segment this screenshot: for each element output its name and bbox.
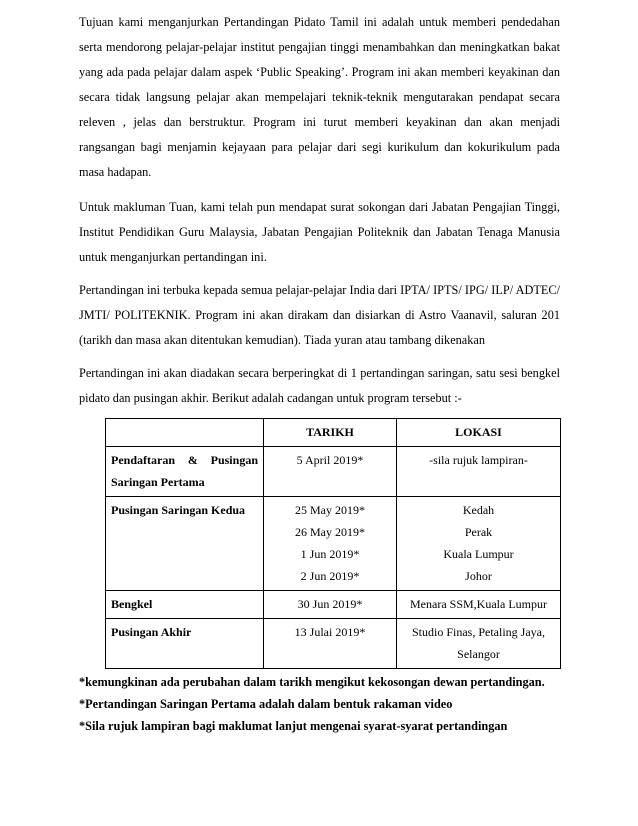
- paragraph-program-structure: Pertandingan ini akan diadakan secara berperingkat di 1 pertandingan saringan, satu sesi bengkel pidato dan pusingan akhir. Berikut adalah cadangan untuk program tersebut :-: [79, 366, 560, 405]
- table-header-row: [106, 419, 561, 447]
- schedule-table: [105, 418, 561, 669]
- location-value: Perak: [464, 525, 493, 539]
- table-row: [106, 619, 561, 669]
- date-value: 25 May 2019*: [295, 503, 365, 517]
- row-label: Bengkel: [106, 591, 264, 619]
- row-locations: [397, 497, 561, 591]
- date-value: 1 Jun 2019*: [300, 547, 360, 561]
- location-value: Kedah: [462, 503, 495, 517]
- header-tarikh: TARIKH: [264, 419, 397, 447]
- row-locations: [397, 619, 561, 669]
- footnote-see-attachment: *Sila rujuk lampiran bagi maklumat lanjut mengenai syarat-syarat pertandingan: [79, 719, 508, 733]
- location-value: Johor: [465, 569, 492, 583]
- row-dates: [264, 447, 397, 497]
- row-locations: [397, 591, 561, 619]
- date-value: 5 April 2019*: [296, 453, 364, 467]
- table-row: [106, 497, 561, 591]
- date-value: 2 Jun 2019*: [300, 569, 360, 583]
- table-row: [106, 447, 561, 497]
- date-value: 30 Jun 2019*: [297, 597, 363, 611]
- row-dates: [264, 497, 397, 591]
- location-value: -sila rujuk lampiran-: [429, 453, 528, 467]
- row-locations: [397, 447, 561, 497]
- row-label: Pendaftaran & Pusingan Saringan Pertama: [106, 447, 264, 497]
- header-empty: [106, 419, 264, 447]
- paragraph-eligibility: Pertandingan ini terbuka kepada semua pelajar-pelajar India dari IPTA/ IPTS/ IPG/ ILP/ ADTEC/ JMTI/ POLITEKNIK. Program ini akan dirakam dan disiarkan di Astro Vaanavil, saluran 201 (tarikh dan masa akan ditentukan kemudian). Tiada yuran atau tambang dikenakan: [79, 283, 560, 347]
- footnotes: [79, 671, 560, 737]
- location-value: Menara SSM,Kuala Lumpur: [410, 597, 547, 611]
- row-label: Pusingan Akhir: [106, 619, 264, 669]
- paragraph-support-letters: Untuk makluman Tuan, kami telah pun mendapat surat sokongan dari Jabatan Pengajian Tinggi, Institut Pendidikan Guru Malaysia, Jabatan Pengajian Politeknik dan Jabatan Tenaga Manusia untuk menganjurkan pertandingan ini.: [79, 200, 560, 264]
- table-row: [106, 591, 561, 619]
- row-dates: [264, 591, 397, 619]
- location-value: Studio Finas, Petaling Jaya, Selangor: [412, 625, 545, 661]
- row-dates: [264, 619, 397, 669]
- date-value: 26 May 2019*: [295, 525, 365, 539]
- row-label: Pusingan Saringan Kedua: [106, 497, 264, 591]
- footnote-video-recording: *Pertandingan Saringan Pertama adalah dalam bentuk rakaman video: [79, 697, 453, 711]
- footnote-date-change: *kemungkinan ada perubahan dalam tarikh mengikut kekosongan dewan pertandingan.: [79, 675, 545, 689]
- header-lokasi: LOKASI: [397, 419, 561, 447]
- paragraph-purpose: Tujuan kami menganjurkan Pertandingan Pidato Tamil ini adalah untuk memberi pendedahan serta mendorong pelajar-pelajar institut pengajian tinggi menambahkan dan meningkatkan bakat yang ada pada pelajar dalam aspek ‘Public Speaking’. Program ini akan memberi keyakinan dan secara tidak langsung pelajar akan mempelajari teknik-teknik mengutarakan pendapat secara releven , jelas dan berstruktur. Program ini turut memberi keyakinan dan akan menjadi rangsangan bagi menjamin kejayaan para pelajar dari segi kurikulum dan kokurikulum pada masa hadapan.: [79, 15, 560, 179]
- date-value: 13 Julai 2019*: [294, 625, 366, 639]
- location-value: Kuala Lumpur: [443, 547, 514, 561]
